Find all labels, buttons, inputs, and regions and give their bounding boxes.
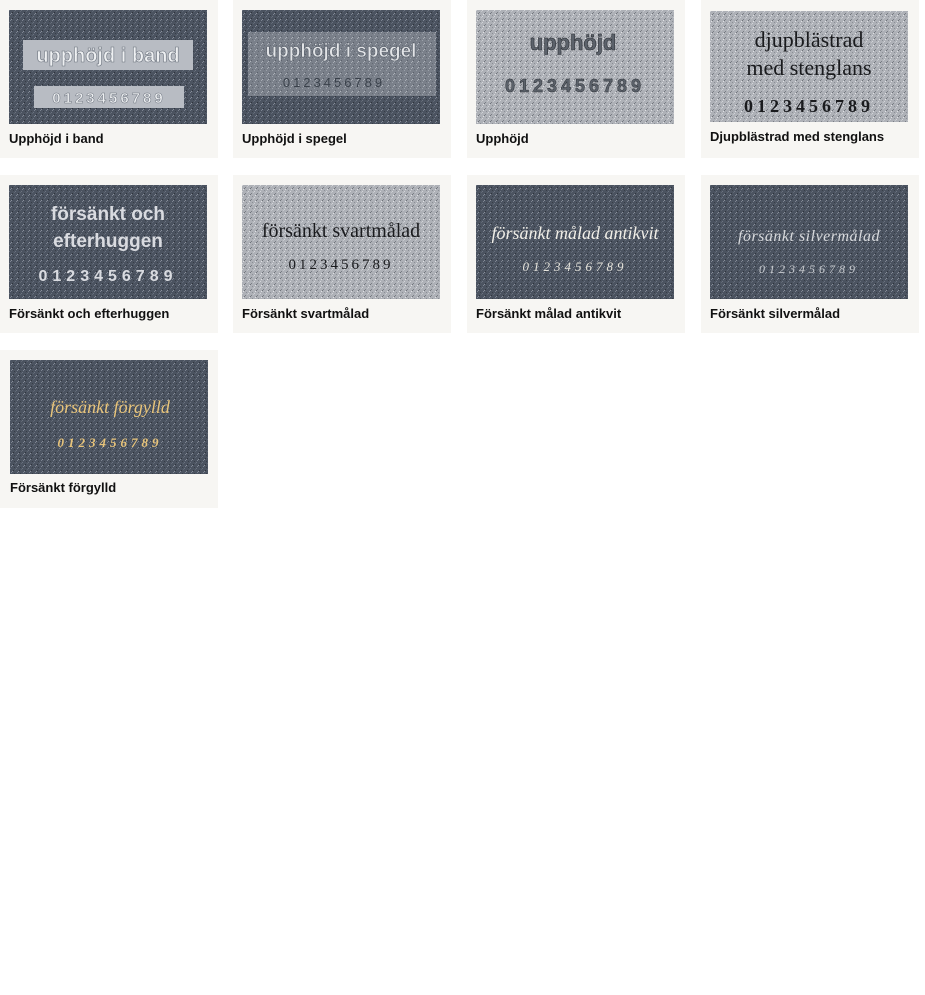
engraving-label: Försänkt målad antikvit — [476, 306, 622, 321]
sample-text-line1: försänkt förgylld — [50, 397, 170, 417]
stone-sample-svg — [9, 185, 207, 299]
engraving-label: Försänkt silvermålad — [710, 306, 841, 321]
sample-text-line2: med stenglans — [746, 55, 872, 80]
stone-sample-svg — [476, 10, 674, 124]
engraving-card-forsankt-antikvit[interactable] — [467, 175, 685, 333]
engraving-card-forsankt-silvermalad[interactable] — [701, 175, 919, 333]
engraving-sample-image — [9, 185, 207, 299]
sample-digits: 0123456789 — [52, 90, 166, 107]
engraving-card-forsankt-efterhuggen[interactable] — [0, 175, 218, 333]
engraving-sample-image — [242, 185, 440, 299]
engraving-sample-image — [242, 10, 440, 124]
sample-digits: 0123456789 — [288, 257, 394, 273]
engraving-card-upphojd-i-band[interactable] — [0, 0, 218, 158]
engraving-sample-image — [710, 185, 908, 299]
engraving-card-forsankt-svartmalad[interactable] — [233, 175, 451, 333]
engraving-sample-image — [9, 10, 207, 124]
sample-text-line1: djupblästrad — [754, 27, 864, 52]
engraving-label: Djupblästrad med stenglans — [710, 129, 885, 144]
sample-text-line1: försänkt svartmålad — [261, 220, 421, 242]
sample-digits: 0123456789 — [38, 268, 178, 285]
engraving-card-djupblastrad[interactable] — [701, 0, 919, 158]
sample-digits: 0123456789 — [744, 96, 874, 116]
engraving-sample-image — [476, 10, 674, 124]
engraving-card-upphojd-i-spegel[interactable] — [233, 0, 451, 158]
sample-text-line1: upphöjd i band — [36, 45, 180, 67]
sample-digits: 0123456789 — [57, 435, 163, 450]
engraving-label: Upphöjd i spegel — [242, 131, 347, 146]
sample-text-line1: försänkt silvermålad — [738, 228, 880, 245]
engraving-label: Försänkt och efterhuggen — [9, 306, 170, 321]
stone-sample-svg — [476, 185, 674, 299]
sample-digits: 0123456789 — [759, 262, 859, 276]
engraving-card-upphojd[interactable] — [467, 0, 685, 158]
stone-sample-svg — [242, 185, 440, 299]
engraving-label: Upphöjd — [476, 131, 529, 146]
engraving-sample-image — [10, 360, 208, 474]
sample-text-line1: upphöjd i spegel — [265, 41, 417, 62]
sample-digits: 0123456789 — [282, 75, 386, 90]
engraving-sample-image — [476, 185, 674, 299]
stone-sample-svg — [710, 185, 908, 299]
sample-digits: 0123456789 — [504, 76, 646, 96]
sample-text-line1: upphöjd — [529, 30, 617, 55]
sample-text-line1: försänkt och — [50, 204, 166, 225]
sample-text-line2: efterhuggen — [53, 231, 163, 252]
stone-sample-svg — [9, 10, 207, 124]
stone-sample-svg — [10, 360, 208, 474]
engraving-label: Försänkt förgylld — [10, 480, 117, 495]
stone-sample-svg — [710, 10, 908, 122]
engraving-card-forsankt-forgylld[interactable] — [0, 350, 218, 508]
engraving-label: Försänkt svartmålad — [242, 306, 370, 321]
sample-digits: 0123456789 — [522, 259, 628, 274]
sample-text-line1: försänkt målad antikvit — [491, 223, 659, 243]
engraving-sample-image — [710, 10, 908, 122]
stone-sample-svg — [242, 10, 440, 124]
engraving-label: Upphöjd i band — [9, 131, 104, 146]
